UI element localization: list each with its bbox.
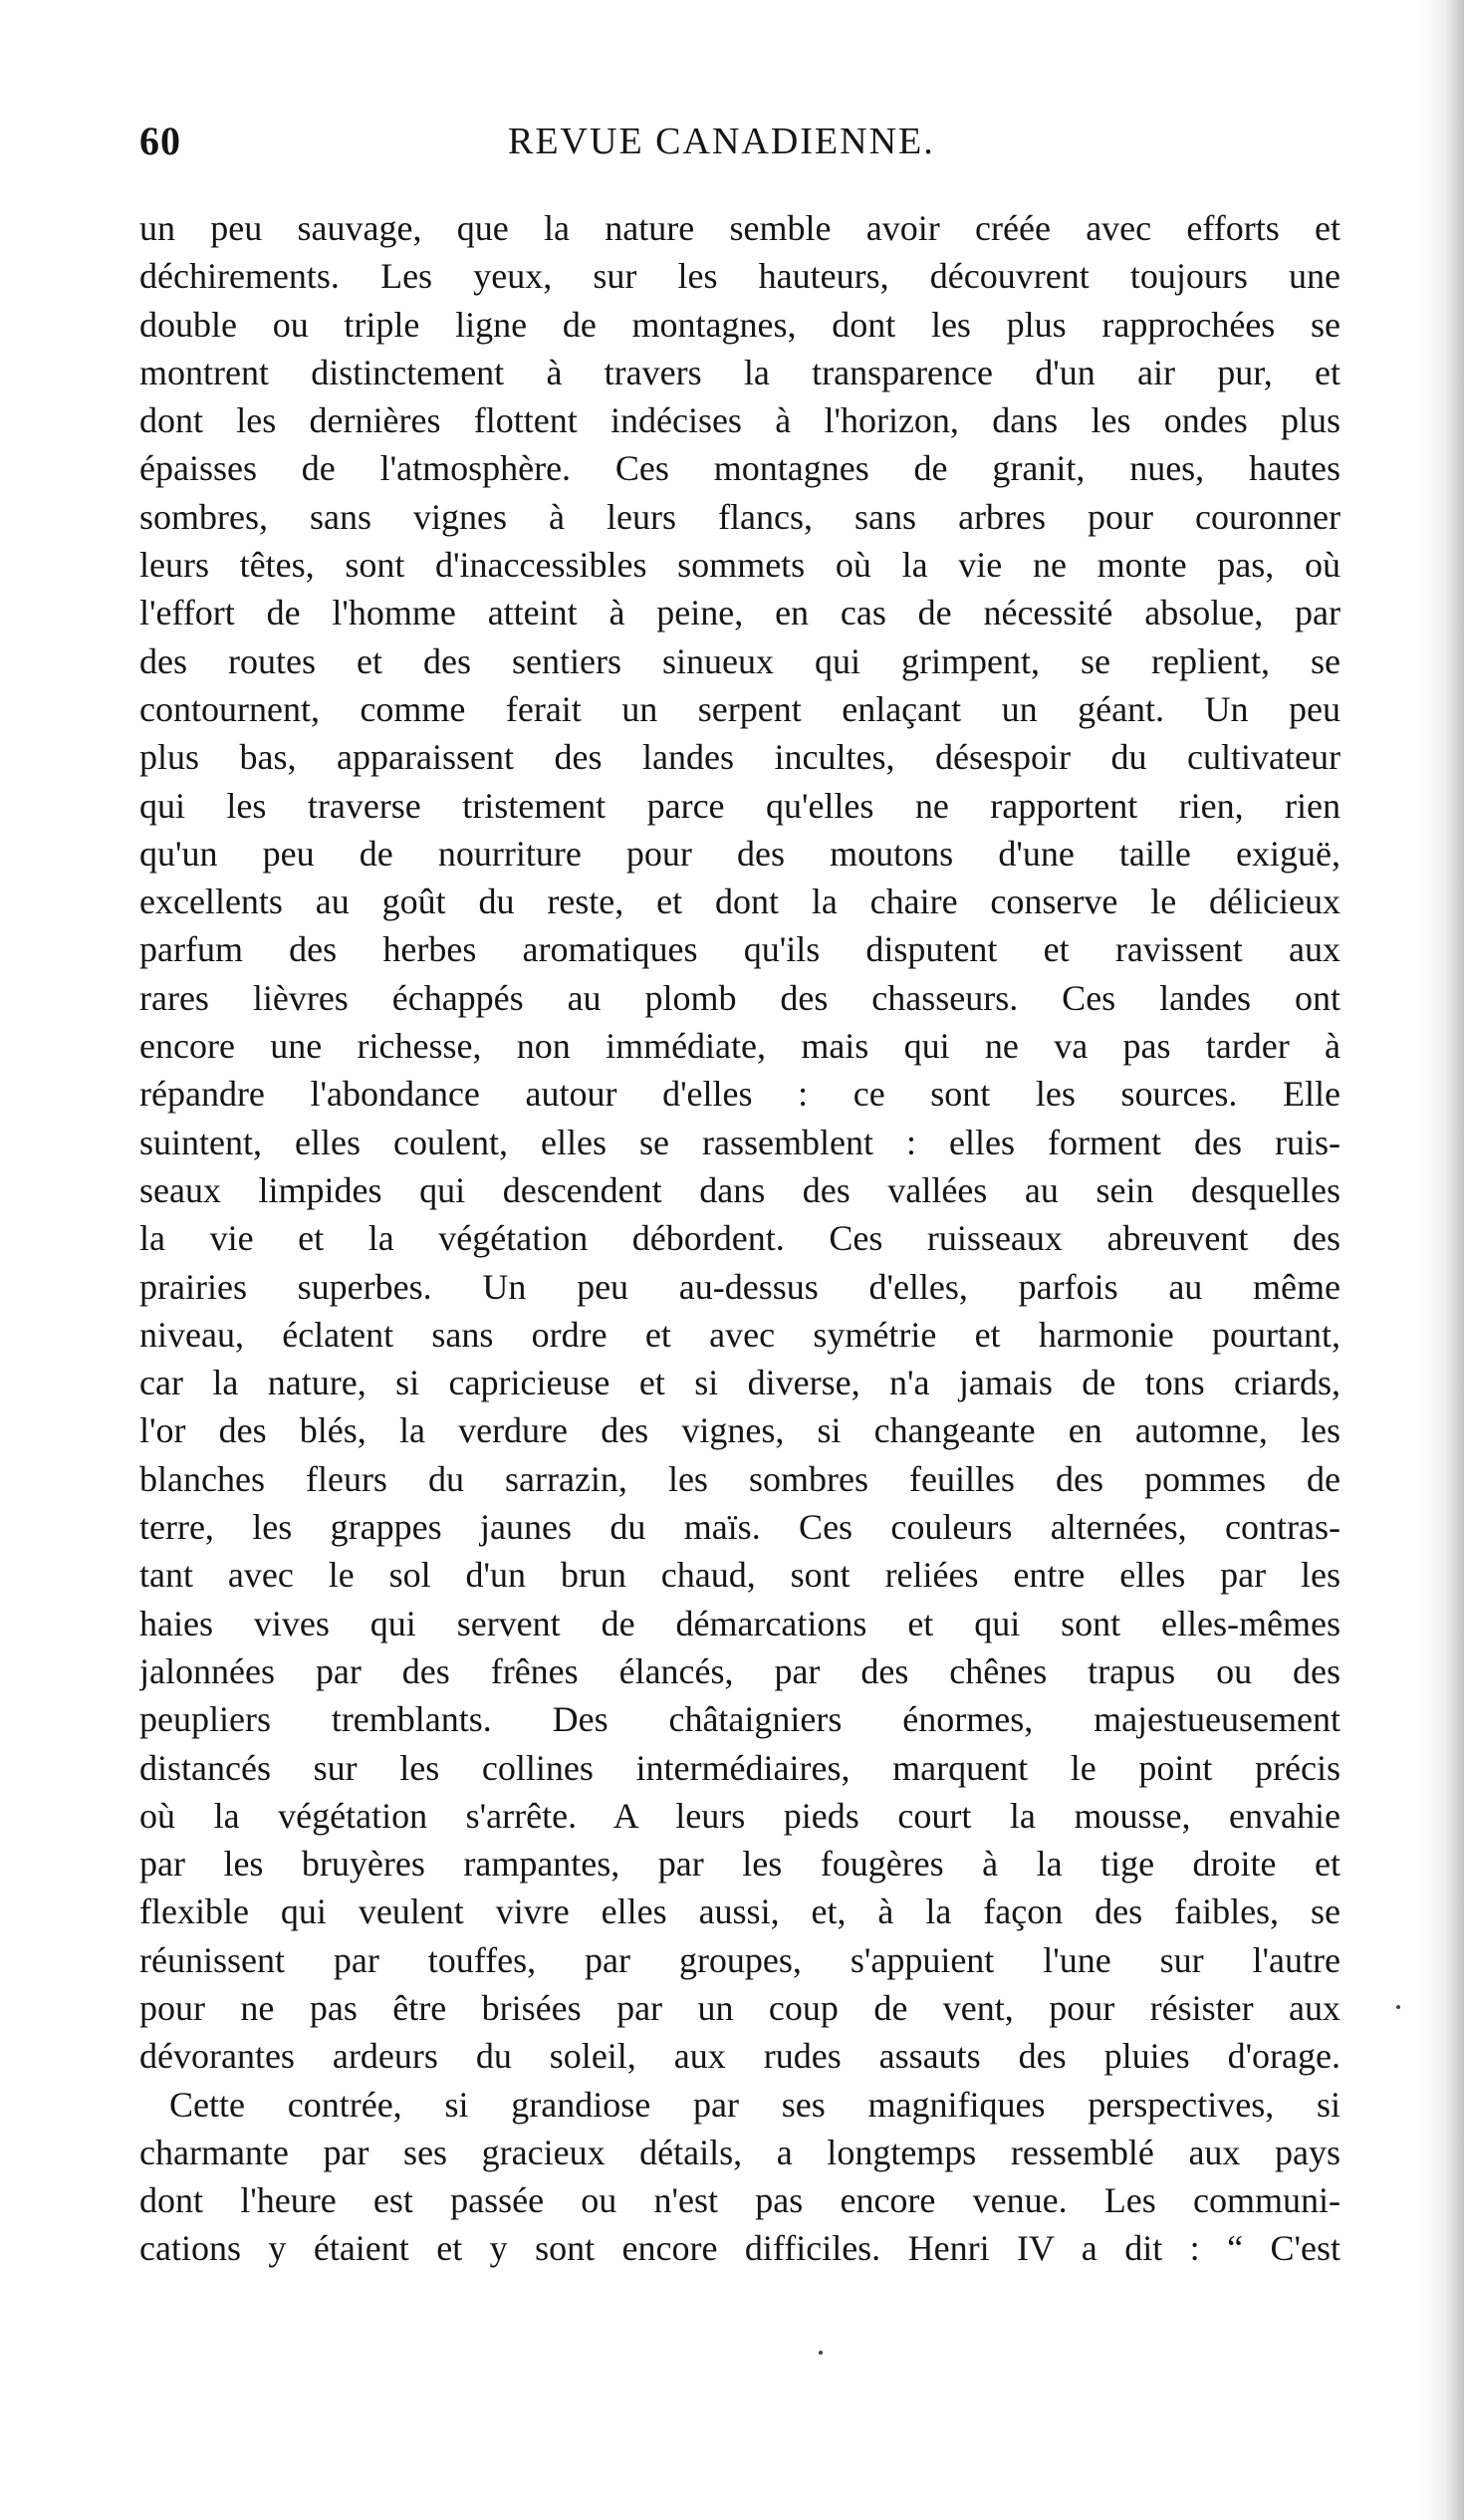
text-line: terre, les grappes jaunes du maïs. Ces couleurs alternées, contras- — [139, 1507, 1341, 1548]
text-line: suintent, elles coulent, elles se rassemblent : elles forment des ruis- — [139, 1122, 1341, 1162]
text-line: des routes et des sentiers sinueux qui grimpent, se replient, se — [139, 640, 1341, 681]
text-line: sombres, sans vignes à leurs flancs, sans arbres pour couronner — [139, 496, 1341, 537]
page-number: 60 — [139, 119, 181, 163]
text-line: seaux limpides qui descendent dans des vallées au sein desquelles — [139, 1169, 1341, 1210]
text-line: car la nature, si capricieuse et si diverse, n'a jamais de tons criards, — [139, 1363, 1341, 1403]
text-line: jalonnées par des frênes élancés, par des chênes trapus ou des — [139, 1650, 1341, 1691]
print-speck — [819, 2351, 823, 2355]
text-line: excellents au goût du reste, et dont la chaire conserve le délicieux — [139, 882, 1341, 922]
text-line: distancés sur les collines intermédiaires, marquent le point précis — [139, 1747, 1341, 1788]
text-line: cations y étaient et y sont encore difficiles. Henri IV a dit : “ C'est — [139, 2228, 1341, 2269]
text-line: montrent distinctement à travers la transparence d'un air pur, et — [139, 352, 1341, 392]
text-line: dont les dernières flottent indécises à l'horizon, dans les ondes plus — [139, 400, 1341, 441]
text-line: encore une richesse, non immédiate, mais qui ne va pas tarder à — [139, 1026, 1341, 1067]
text-line: parfum des herbes aromatiques qu'ils disputent et ravissent aux — [139, 929, 1341, 970]
text-line: épaisses de l'atmosphère. Ces montagnes de granit, nues, hautes — [139, 448, 1341, 489]
text-line: réunissent par touffes, par groupes, s'appuient l'une sur l'autre — [139, 1939, 1341, 1980]
text-line: flexible qui veulent vivre elles aussi, et, à la façon des faibles, se — [139, 1891, 1341, 1932]
text-line: blanches fleurs du sarrazin, les sombres feuilles des pommes de — [139, 1458, 1341, 1499]
text-line: peupliers tremblants. Des châtaigniers énormes, majestueusement — [139, 1699, 1341, 1740]
running-head — [139, 118, 1335, 177]
text-line: tant avec le sol d'un brun chaud, sont reliées entre elles par les — [139, 1555, 1341, 1596]
text-line: l'effort de l'homme atteint à peine, en cas de nécessité absolue, par — [139, 593, 1341, 633]
text-line: charmante par ses gracieux détails, a longtemps ressemblé aux pays — [139, 2132, 1341, 2172]
text-line: l'or des blés, la verdure des vignes, si changeante en automne, les — [139, 1410, 1341, 1451]
text-line: un peu sauvage, que la nature semble avoir créée avec efforts et — [139, 208, 1341, 248]
print-speck — [1396, 2005, 1400, 2009]
text-line: où la végétation s'arrête. A leurs pieds court la mousse, envahie — [139, 1795, 1341, 1836]
journal-title: REVUE CANADIENNE. — [508, 121, 935, 162]
text-line: plus bas, apparaissent des landes incultes, désespoir du cultivateur — [139, 737, 1341, 778]
text-line: qui les traverse tristement parce qu'elles ne rapportent rien, rien — [139, 785, 1341, 826]
body-text — [139, 204, 1341, 2273]
text-line: haies vives qui servent de démarcations et qui sont elles-mêmes — [139, 1603, 1341, 1643]
text-line: qu'un peu de nourriture pour des moutons d'une taille exiguë, — [139, 833, 1341, 874]
text-line: dont l'heure est passée ou n'est pas encore venue. Les communi- — [139, 2180, 1341, 2221]
text-line: Cette contrée, si grandiose par ses magnifiques perspectives, si — [169, 2084, 1341, 2125]
text-line: répandre l'abondance autour d'elles : ce sont les sources. Elle — [139, 1074, 1341, 1115]
text-line: contournent, comme ferait un serpent enlaçant un géant. Un peu — [139, 688, 1341, 729]
text-line: la vie et la végétation débordent. Ces ruisseaux abreuvent des — [139, 1218, 1341, 1259]
text-line: niveau, éclatent sans ordre et avec symétrie et harmonie pourtant, — [139, 1314, 1341, 1355]
text-line: déchirements. Les yeux, sur les hauteurs, découvrent toujours une — [139, 256, 1341, 297]
text-line: leurs têtes, sont d'inaccessibles sommets où la vie ne monte pas, où — [139, 545, 1341, 586]
text-line: pour ne pas être brisées par un coup de vent, pour résister aux — [139, 1987, 1341, 2028]
text-line: dévorantes ardeurs du soleil, aux rudes assauts des pluies d'orage. — [139, 2036, 1341, 2077]
page-edge-shadow — [1420, 0, 1464, 2520]
text-line: prairies superbes. Un peu au-dessus d'elles, parfois au même — [139, 1266, 1341, 1307]
text-line: double ou triple ligne de montagnes, dont les plus rapprochées se — [139, 304, 1341, 345]
text-line: rares lièvres échappés au plomb des chasseurs. Ces landes ont — [139, 977, 1341, 1018]
text-line: par les bruyères rampantes, par les fougères à la tige droite et — [139, 1844, 1341, 1885]
